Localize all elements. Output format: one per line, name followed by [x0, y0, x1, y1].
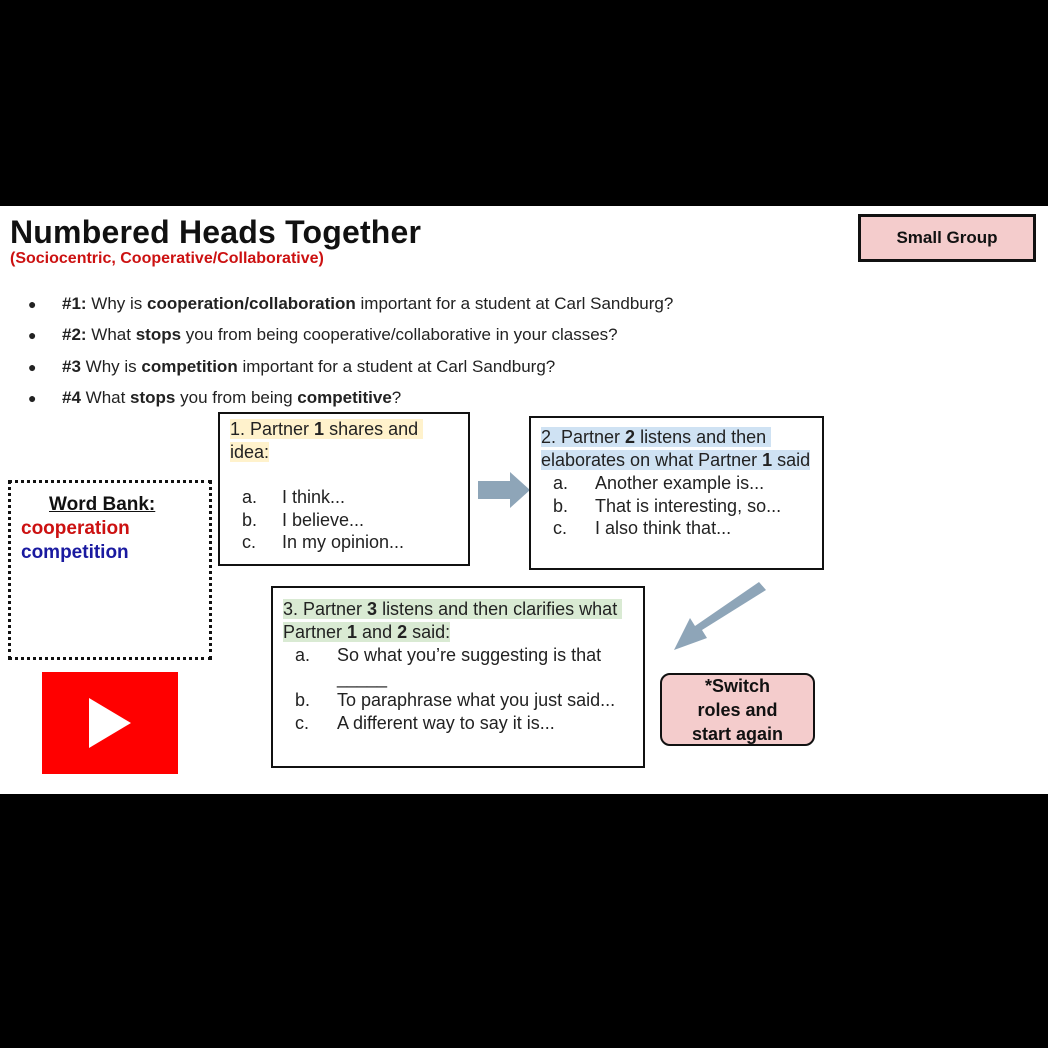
word-bank-title: Word Bank:	[49, 494, 156, 515]
sentence-starter-list	[283, 644, 643, 734]
switch-roles-note: *Switch roles and start again	[660, 673, 815, 746]
question-text: you from being	[175, 388, 298, 408]
question-text: Why is	[86, 293, 148, 313]
partner-3-box	[271, 586, 645, 768]
list-item: b. I believe...	[242, 509, 365, 530]
bullet-icon: ●	[28, 327, 37, 344]
question-number: #3	[62, 356, 81, 376]
sentence-starter-list	[230, 486, 468, 554]
video-play-button[interactable]	[42, 672, 178, 774]
list-item: a. So what you’re suggesting is that _____	[295, 645, 602, 688]
question-keyword: stops	[135, 325, 182, 345]
bullet-icon: ●	[28, 295, 37, 312]
partner-2-heading: 2. Partner 2 listens and then elaborates on what Partner 1 said	[541, 427, 811, 470]
list-item: c. A different way to say it is...	[295, 712, 555, 733]
list-item: c. In my opinion...	[242, 532, 405, 552]
page-title: Numbered Heads Together	[10, 214, 422, 250]
bullet-icon: ●	[28, 390, 37, 407]
word-bank	[8, 480, 212, 660]
question-text: important for a student at Carl Sandburg?	[355, 293, 674, 313]
question-text: ?	[391, 388, 402, 408]
play-icon	[85, 696, 135, 750]
partner-1-box	[218, 412, 470, 566]
question-number: #4	[62, 388, 81, 408]
partner-1-heading: 1. Partner 1 shares and idea:	[230, 419, 424, 462]
list-item: b. To paraphrase what you just said...	[295, 690, 616, 710]
list-item: b. That is interesting, so...	[553, 495, 782, 516]
word-bank-word: cooperation	[21, 518, 130, 539]
word-bank-word: competition	[21, 542, 129, 563]
sentence-starter-list	[541, 472, 822, 540]
partner-2-box	[529, 416, 824, 570]
question-item	[28, 351, 673, 383]
slide	[0, 206, 1048, 794]
list-item: a. I think...	[242, 487, 346, 507]
question-text: What	[80, 388, 131, 408]
question-keyword: competition	[141, 356, 238, 376]
question-text: important for a student at Carl Sandburg?	[237, 356, 556, 376]
question-text: What	[86, 325, 136, 345]
question-keyword: cooperation/collaboration	[147, 293, 356, 313]
arrow-right-icon	[476, 470, 532, 510]
question-list	[28, 288, 673, 414]
arrow-down-left-icon	[668, 580, 772, 656]
question-number: #2:	[62, 325, 87, 345]
small-group-badge: Small Group	[858, 214, 1036, 262]
partner-3-heading: 3. Partner 3 listens and then clarifies what Partner 1 and 2 said:	[283, 599, 623, 642]
question-item	[28, 320, 673, 352]
question-keyword: competitive	[297, 388, 392, 408]
bullet-icon: ●	[28, 358, 37, 375]
list-item: c. I also think that...	[553, 518, 732, 538]
question-text: you from being cooperative/collaborative in your classes?	[181, 325, 618, 345]
question-keyword: stops	[130, 388, 176, 408]
question-item	[28, 288, 673, 320]
question-text: Why is	[80, 356, 142, 376]
question-item	[28, 383, 673, 415]
page-subtitle: (Sociocentric, Cooperative/Collaborative)	[10, 250, 324, 267]
list-item: a. Another example is...	[553, 473, 765, 493]
question-number: #1:	[62, 293, 87, 313]
